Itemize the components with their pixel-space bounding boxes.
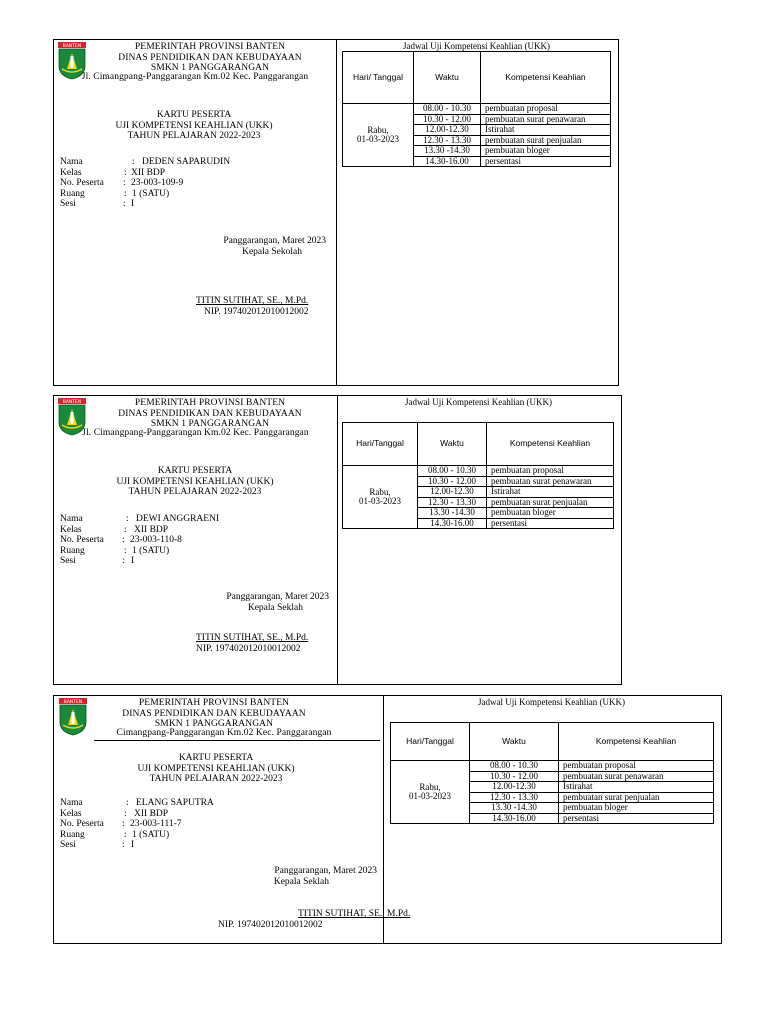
signer-nip: NIP. 197402012010012002 (204, 306, 309, 317)
signer-position: Kepala Seklah (247, 602, 303, 613)
time-cell: 14.30-16.00 (470, 813, 559, 824)
field-colon: : (124, 188, 127, 199)
card-title-line2: UJI KOMPETENSI KEAHLIAN (UKK) (116, 476, 274, 487)
day-label: Rabu, (367, 124, 389, 135)
competency-cell: pembuatan surat penawaran (559, 771, 714, 782)
schedule-table (390, 722, 714, 824)
card-title-line3: TAHUN PELAJARAN 2022-2023 (127, 131, 261, 141)
field-colon: : (123, 178, 126, 188)
field-value: 1 (SATU) (132, 188, 170, 199)
header-province: PEMERINTAH PROVINSI BANTEN (134, 398, 286, 408)
field-label: No. Peserta (60, 178, 104, 188)
schedule-title: Jadwal Uji Kompetensi Keahlian (UKK) (403, 41, 550, 51)
field-value: XII BDP (134, 524, 169, 535)
school-header (90, 398, 330, 430)
field-value: ELANG SAPUTRA (136, 798, 214, 808)
time-cell: 12.30 - 13.30 (418, 497, 487, 508)
signer-position: Kepala Sekolah (242, 246, 302, 257)
field-row (60, 819, 370, 830)
competency-cell: Istirahat (487, 487, 614, 498)
school-address: Jl. Cimangpang-Panggarangan Km.02 Kec. Panggarangan (82, 428, 309, 438)
day-label: Rabu, (419, 781, 441, 792)
time-cell: 12.30 - 13.30 (414, 135, 481, 146)
field-colon: : (126, 514, 129, 524)
logo-text: BANTEN (62, 44, 82, 49)
field-colon: : (122, 556, 125, 566)
signer-block (196, 633, 308, 654)
logo-text: BANTEN (62, 400, 82, 405)
date-label: 01-03-2023 (359, 496, 401, 506)
competency-cell: persentasi (481, 156, 611, 167)
signer-name: TITIN SUTIHAT, SE., M.Pd. (196, 633, 309, 643)
card-info-panel (54, 40, 337, 385)
schedule-title: Jadwal Uji Kompetensi Keahlian (UKK) (405, 397, 552, 407)
field-colon: : (126, 798, 129, 808)
field-value: DEWI ANGGRAENI (136, 514, 220, 524)
field-label: Sesi (60, 840, 76, 850)
header-competency: Kompetensi Keahlian (487, 423, 614, 466)
school-address: Cimangpang-Panggarangan Km.02 Kec. Panggarangan (116, 728, 332, 738)
field-label: No. Peserta (60, 819, 104, 829)
header-province: PEMERINTAH PROVINSI BANTEN (134, 42, 286, 52)
field-colon: : (124, 524, 127, 535)
card-info-panel (54, 396, 338, 684)
time-cell: 12.00-12.30 (470, 782, 559, 793)
field-colon: : (122, 840, 125, 850)
school-header (94, 698, 334, 730)
card-title-line2: UJI KOMPETENSI KEAHLIAN (UKK) (137, 763, 295, 774)
schedule-panel (336, 396, 621, 684)
field-label: No. Peserta (60, 535, 104, 545)
field-label: Sesi (60, 199, 76, 209)
time-cell: 10.30 - 12.00 (418, 476, 487, 487)
header-day: Hari/Tanggal (391, 723, 470, 761)
place-date: Panggarangan, Maret 2023 (226, 592, 329, 602)
field-value: 23-003-110-8 (130, 535, 182, 545)
field-row (60, 840, 370, 851)
field-value: 23-003-111-7 (130, 819, 182, 829)
card-title-line3: TAHUN PELAJARAN 2022-2023 (149, 774, 283, 784)
competency-cell: pembuatan surat penjualan (487, 497, 614, 508)
place-date: Panggarangan, Maret 2023 (223, 236, 326, 246)
field-row (60, 178, 330, 189)
competency-cell: persentasi (487, 518, 614, 529)
time-cell: 14.30-16.00 (418, 518, 487, 529)
participant-card-2 (53, 395, 622, 685)
field-label: Nama (60, 514, 83, 524)
header-competency: Kompetensi Keahlian (481, 52, 611, 104)
header-day: Hari/Tanggal (343, 423, 418, 466)
competency-cell: pembuatan bloger (481, 146, 611, 157)
card-title-line1: KARTU PESERTA (178, 753, 254, 763)
field-value: I (131, 840, 135, 850)
card-title-line1: KARTU PESERTA (157, 466, 233, 476)
competency-cell: pembuatan surat penjualan (559, 792, 714, 803)
card-title (136, 753, 296, 785)
header-agency: DINAS PENDIDIKAN DAN KEBUDAYAAN (118, 52, 302, 63)
signer-nip: NIP. 197402012010012002 (196, 643, 301, 654)
signer-position: Kepala Seklah (273, 876, 329, 887)
competency-cell: pembuatan surat penawaran (481, 114, 611, 125)
header-time: Waktu (470, 723, 559, 761)
field-value: 23-003-109-9 (131, 178, 184, 188)
date-label: 01-03-2023 (357, 134, 399, 144)
card-title-line3: TAHUN PELAJARAN 2022-2023 (128, 487, 262, 497)
competency-cell: persentasi (559, 813, 714, 824)
field-label: Ruang (60, 829, 85, 840)
signer-block (196, 296, 309, 317)
field-colon: : (122, 535, 125, 545)
field-label: Sesi (60, 556, 76, 566)
card-title (114, 110, 274, 142)
day-label: Rabu, (369, 486, 391, 497)
card-title (115, 466, 275, 498)
header-school: SMKN 1 PANGGARANGAN (154, 719, 274, 729)
field-row (60, 535, 330, 546)
day-cell (343, 466, 418, 529)
time-cell: 12.00-12.30 (418, 487, 487, 498)
field-colon: : (124, 808, 127, 819)
time-cell: 08.00 - 10.30 (470, 761, 559, 772)
field-row (60, 809, 370, 820)
schedule-panel (335, 40, 618, 385)
participant-fields (60, 798, 370, 851)
header-time: Waktu (418, 423, 487, 466)
header-agency: DINAS PENDIDIKAN DAN KEBUDAYAAN (122, 708, 306, 719)
competency-cell: pembuatan proposal (487, 466, 614, 477)
schedule-panel (382, 696, 721, 943)
signature-place (226, 592, 329, 613)
signature-place (223, 236, 326, 257)
header-school: SMKN 1 PANGGARANGAN (150, 63, 270, 73)
time-cell: 14.30-16.00 (414, 156, 481, 167)
field-label: Kelas (60, 808, 82, 819)
field-row (60, 546, 330, 557)
competency-cell: pembuatan surat penawaran (487, 476, 614, 487)
field-row (60, 199, 330, 210)
signer-name: TITIN SUTIHAT, SE., M.Pd. (196, 296, 309, 306)
time-cell: 08.00 - 10.30 (414, 104, 481, 115)
header-competency: Kompetensi Keahlian (559, 723, 714, 761)
header-school: SMKN 1 PANGGARANGAN (150, 419, 270, 429)
time-cell: 10.30 - 12.00 (414, 114, 481, 125)
field-label: Ruang (60, 188, 85, 199)
card-title-line2: UJI KOMPETENSI KEAHLIAN (UKK) (115, 120, 273, 131)
time-cell: 13.30 -14.30 (418, 508, 487, 519)
field-label: Nama (60, 798, 83, 808)
field-colon: : (124, 545, 127, 556)
field-colon: : (124, 829, 127, 840)
participant-fields (60, 157, 330, 210)
header-divider (94, 740, 380, 741)
participant-card-3 (53, 695, 722, 944)
field-row (60, 168, 330, 179)
field-colon: : (124, 167, 127, 178)
school-address: Jl. Cimangpang-Panggarangan Km.02 Kec. Panggarangan (81, 72, 309, 82)
place-date: Panggarangan, Maret 2023 (274, 866, 377, 876)
field-value: 1 (SATU) (132, 829, 170, 840)
field-value: 1 (SATU) (132, 545, 170, 556)
signature-place (274, 866, 377, 887)
field-value: I (131, 199, 135, 209)
field-colon: : (123, 199, 126, 209)
field-colon: : (122, 819, 125, 829)
field-colon: : (132, 157, 135, 167)
field-value: DEDEN SAPARUDIN (142, 157, 231, 167)
time-cell: 08.00 - 10.30 (418, 466, 487, 477)
field-value: XII BDP (131, 167, 166, 178)
logo-text: BANTEN (63, 700, 83, 705)
signer-nip: NIP. 197402012010012002 (218, 919, 323, 930)
field-label: Ruang (60, 545, 85, 556)
signer-name: TITIN SUTIHAT, SE., M.Pd. (298, 909, 411, 919)
competency-cell: Istirahat (559, 782, 714, 793)
header-day: Hari/ Tanggal (343, 52, 414, 104)
field-label: Kelas (60, 524, 82, 535)
field-row (60, 157, 330, 168)
schedule-table (342, 422, 614, 529)
day-cell (391, 761, 470, 824)
participant-card-1 (53, 39, 619, 386)
field-row (60, 798, 370, 809)
competency-cell: pembuatan bloger (559, 803, 714, 814)
competency-cell: pembuatan proposal (559, 761, 714, 772)
competency-cell: pembuatan surat penjualan (481, 135, 611, 146)
date-label: 01-03-2023 (409, 791, 451, 801)
participant-fields (60, 514, 330, 567)
time-cell: 12.00-12.30 (414, 125, 481, 136)
banten-logo-icon (58, 698, 88, 736)
field-row (60, 556, 330, 567)
schedule-table (342, 51, 611, 167)
field-row (60, 189, 330, 200)
competency-cell: Istirahat (481, 125, 611, 136)
time-cell: 10.30 - 12.00 (470, 771, 559, 782)
schedule-title: Jadwal Uji Kompetensi Keahlian (UKK) (478, 697, 625, 707)
card-info-panel (54, 696, 411, 943)
field-row (60, 514, 330, 525)
card-title-line1: KARTU PESERTA (156, 110, 232, 120)
school-header (90, 42, 330, 74)
time-cell: 12.30 - 13.30 (470, 792, 559, 803)
competency-cell: pembuatan bloger (487, 508, 614, 519)
field-label: Nama (60, 157, 83, 167)
field-value: XII BDP (134, 808, 169, 819)
field-label: Kelas (60, 167, 82, 178)
field-row (60, 830, 370, 841)
header-agency: DINAS PENDIDIKAN DAN KEBUDAYAAN (118, 408, 302, 419)
time-cell: 13.30 -14.30 (470, 803, 559, 814)
header-time: Waktu (414, 52, 481, 104)
competency-cell: pembuatan proposal (481, 104, 611, 115)
field-value: I (131, 556, 135, 566)
field-row (60, 525, 330, 536)
header-province: PEMERINTAH PROVINSI BANTEN (138, 698, 290, 708)
day-cell (343, 104, 414, 167)
time-cell: 13.30 -14.30 (414, 146, 481, 157)
